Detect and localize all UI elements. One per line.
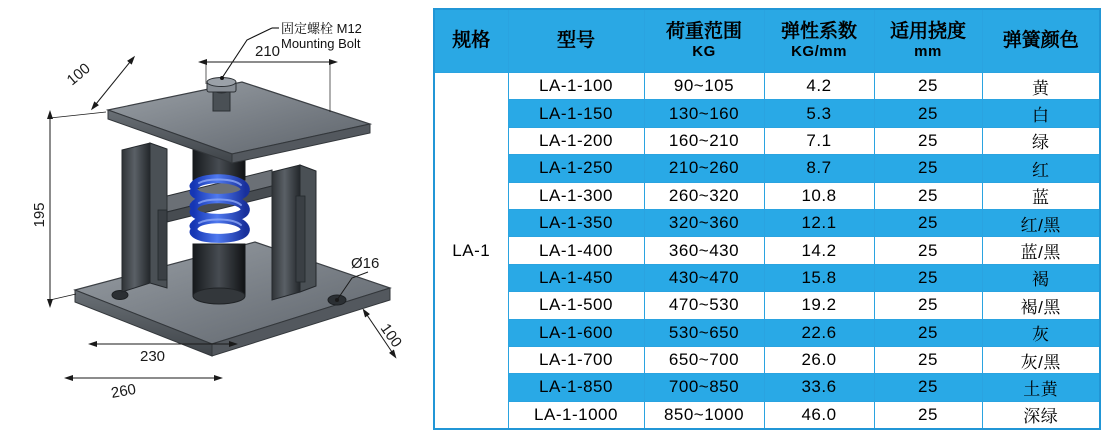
cell-model: LA-1-400	[508, 237, 644, 264]
cell-model: LA-1-200	[508, 127, 644, 154]
cell-spring-rate: 22.6	[764, 319, 874, 346]
table-row	[434, 127, 1100, 154]
cell-deflection: 25	[874, 374, 982, 401]
cell-spring-color: 灰	[982, 319, 1100, 346]
cell-spring-rate: 14.2	[764, 237, 874, 264]
cell-spring-color: 褐	[982, 264, 1100, 291]
table-row	[434, 73, 1100, 100]
callout-line-1: 固定螺栓 M12	[281, 21, 362, 36]
cell-spring-color: 灰/黑	[982, 346, 1100, 373]
cell-spring-rate: 26.0	[764, 346, 874, 373]
cell-load-range: 360~430	[644, 237, 764, 264]
cell-spring-color: 黄	[982, 73, 1100, 100]
dimension-base-depth	[367, 315, 405, 352]
cell-load-range: 430~470	[644, 264, 764, 291]
callout-line-2: Mounting Bolt	[281, 36, 361, 51]
header-model	[508, 9, 644, 73]
cell-deflection: 25	[874, 237, 982, 264]
table-row	[434, 264, 1100, 291]
table-row	[434, 346, 1100, 373]
cell-model: LA-1-700	[508, 346, 644, 373]
header-spring-color-title: 弹簧颜色	[1002, 30, 1079, 52]
cell-deflection: 25	[874, 319, 982, 346]
header-spring-rate-title: 弹性系数	[780, 21, 857, 43]
cell-load-range: 130~160	[644, 100, 764, 127]
cell-model: LA-1-100	[508, 73, 644, 100]
header-model-title: 型号	[556, 30, 595, 52]
table-row	[434, 155, 1100, 182]
specification-table	[433, 8, 1101, 430]
cell-load-range: 90~105	[644, 73, 764, 100]
cell-spring-rate: 7.1	[764, 127, 874, 154]
dimension-base-length-label: 230	[140, 348, 166, 365]
cell-deflection: 25	[874, 292, 982, 319]
cell-spring-color: 蓝	[982, 182, 1100, 209]
header-load-range-title: 荷重范围	[665, 21, 742, 43]
dimension-base-depth-label: 100	[376, 320, 406, 351]
cell-load-range: 650~700	[644, 346, 764, 373]
header-load-range	[644, 9, 764, 73]
cell-model: LA-1-850	[508, 374, 644, 401]
cell-load-range: 160~210	[644, 127, 764, 154]
header-spring-rate-unit: KG/mm	[791, 43, 847, 61]
cell-model: LA-1-250	[508, 155, 644, 182]
cell-model: LA-1-150	[508, 100, 644, 127]
table-row	[434, 401, 1100, 429]
cell-spring-rate: 10.8	[764, 182, 874, 209]
cell-model: LA-1-1000	[508, 401, 644, 429]
header-spring-color	[982, 9, 1100, 73]
dimension-base-overall	[72, 378, 215, 402]
cell-spring-rate: 5.3	[764, 100, 874, 127]
header-deflection-title: 适用挠度	[889, 21, 966, 43]
cell-load-range: 700~850	[644, 374, 764, 401]
table-body	[434, 73, 1100, 430]
cell-spring-color: 白	[982, 100, 1100, 127]
header-deflection-unit: mm	[914, 43, 942, 61]
hole-diameter-label: Ø16	[351, 255, 380, 272]
table-row	[434, 292, 1100, 319]
cell-load-range: 210~260	[644, 155, 764, 182]
cell-deflection: 25	[874, 182, 982, 209]
cell-deflection: 25	[874, 209, 982, 236]
cell-load-range: 530~650	[644, 319, 764, 346]
cell-deflection: 25	[874, 401, 982, 429]
cell-load-range: 850~1000	[644, 401, 764, 429]
table-row	[434, 100, 1100, 127]
header-deflection	[874, 9, 982, 73]
cell-deflection: 25	[874, 264, 982, 291]
header-spec-title: 规格	[452, 30, 491, 52]
cell-spring-color: 红/黑	[982, 209, 1100, 236]
cell-spring-color: 褐/黑	[982, 292, 1100, 319]
cell-model: LA-1-500	[508, 292, 644, 319]
header-spring-rate	[764, 9, 874, 73]
table-row	[434, 319, 1100, 346]
cell-model: LA-1-350	[508, 209, 644, 236]
cell-deflection: 25	[874, 100, 982, 127]
table-row	[434, 209, 1100, 236]
cell-deflection: 25	[874, 155, 982, 182]
cell-spring-rate: 46.0	[764, 401, 874, 429]
table-row	[434, 182, 1100, 209]
cell-spring-rate: 33.6	[764, 374, 874, 401]
dimension-top-width-label: 210	[255, 43, 281, 60]
cell-spring-color: 红	[982, 155, 1100, 182]
cell-deflection: 25	[874, 127, 982, 154]
cell-model: LA-1-300	[508, 182, 644, 209]
table-row	[434, 237, 1100, 264]
mounting-bolt-callout	[220, 21, 362, 80]
cell-spring-rate: 12.1	[764, 209, 874, 236]
product-technical-drawing	[0, 0, 432, 442]
cell-spring-rate: 19.2	[764, 292, 874, 319]
cell-spring-rate: 8.7	[764, 155, 874, 182]
cell-spring-color: 土黄	[982, 374, 1100, 401]
cell-spring-color: 蓝/黑	[982, 237, 1100, 264]
header-load-range-unit: KG	[692, 43, 716, 61]
cell-spring-color: 深绿	[982, 401, 1100, 429]
cell-model: LA-1-600	[508, 319, 644, 346]
cell-load-range: 320~360	[644, 209, 764, 236]
dimension-height	[31, 112, 106, 300]
dimension-base-overall-label: 260	[109, 380, 138, 402]
dimension-height-label: 195	[31, 202, 48, 228]
cell-load-range: 470~530	[644, 292, 764, 319]
cell-spring-color: 绿	[982, 127, 1100, 154]
cell-load-range: 260~320	[644, 182, 764, 209]
cell-deflection: 25	[874, 346, 982, 373]
cell-deflection: 25	[874, 73, 982, 100]
cell-spring-rate: 15.8	[764, 264, 874, 291]
cell-spec-group: LA-1	[434, 73, 508, 430]
cell-spring-rate: 4.2	[764, 73, 874, 100]
dimension-top-depth-label: 100	[63, 59, 94, 90]
table-row	[434, 374, 1100, 401]
dimension-top-depth	[64, 60, 130, 104]
cell-model: LA-1-450	[508, 264, 644, 291]
table-header-row	[434, 9, 1100, 73]
header-spec	[434, 9, 508, 73]
specification-table-wrapper	[433, 8, 1101, 440]
